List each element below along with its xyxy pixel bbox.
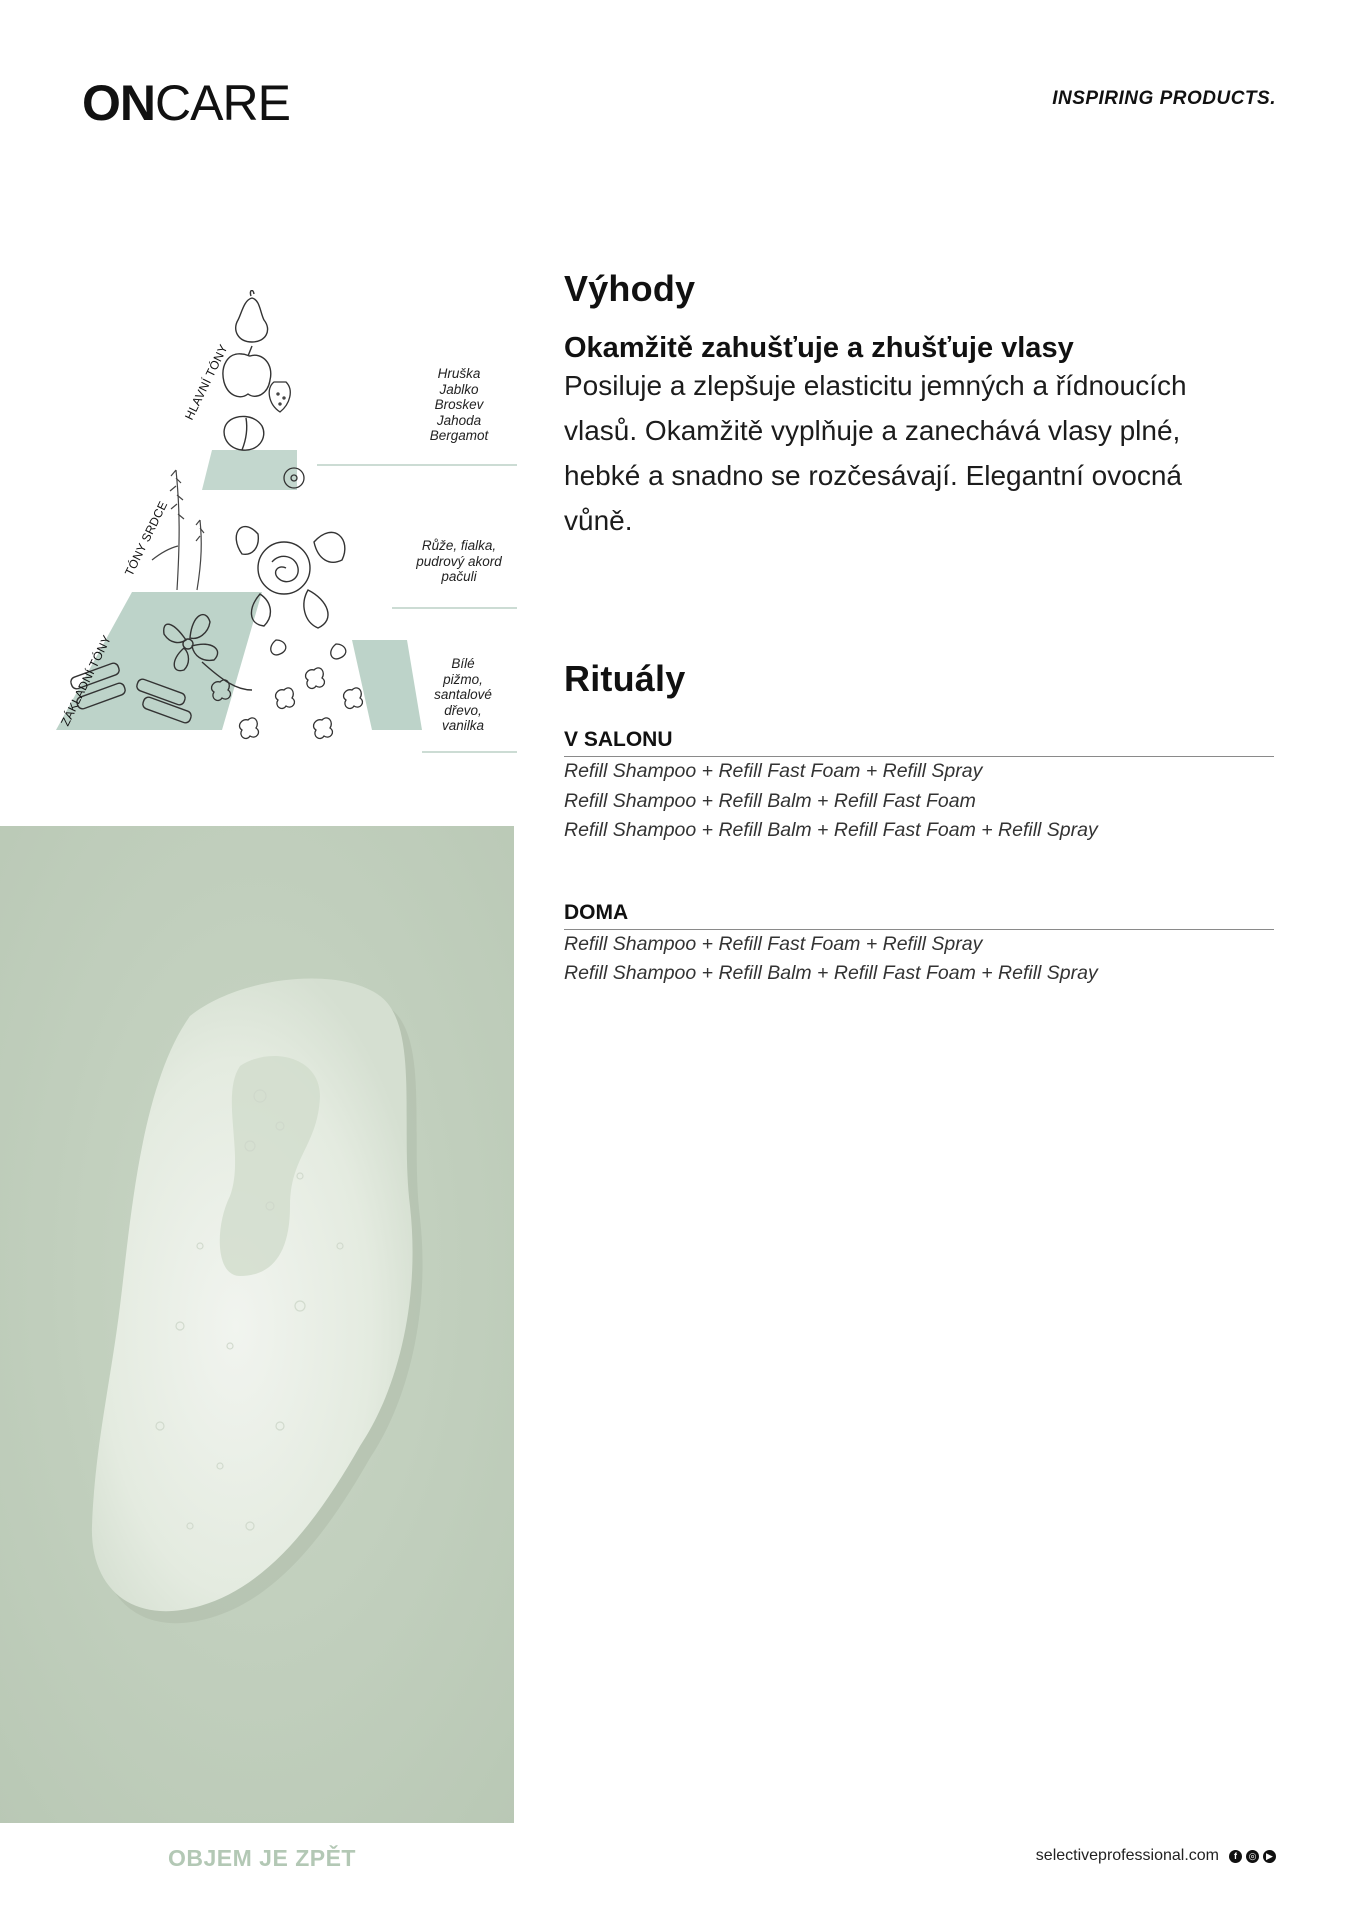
lavender-icon (152, 470, 204, 590)
home-ritual: Refill Shampoo + Refill Fast Foam + Refill Spray (564, 932, 983, 955)
base-notes-list (418, 656, 508, 734)
heart-note: pudrový akord (416, 553, 502, 569)
logo-bold: ON (82, 75, 155, 131)
tier-label-heart: TÓNY SRDCE (122, 498, 171, 579)
foam-texture-photo (0, 826, 514, 1823)
logo-light: CARE (155, 75, 290, 131)
salon-ritual: Refill Shampoo + Refill Balm + Refill Fast Foam + Refill Spray (564, 819, 1098, 841)
footer-links (1036, 1847, 1276, 1865)
pear-icon (236, 290, 268, 342)
benefits-line: Posiluje a zlepšuje elasticitu jemných a řídnoucích (564, 370, 1187, 401)
home-rituals-list (564, 930, 1274, 989)
benefits-line: vůně. (564, 505, 633, 536)
website-link[interactable]: selectiveprofessional.com (1035, 1847, 1219, 1864)
heart-note: Růže, fialka, (421, 538, 497, 553)
heart-notes-list (404, 538, 514, 585)
top-note: Jahoda (436, 412, 482, 428)
tier-label-top: HLAVNÍ TÓNY (182, 342, 231, 423)
salon-ritual: Refill Shampoo + Refill Fast Foam + Refill Spray (564, 760, 983, 782)
facebook-icon[interactable]: f (1229, 1850, 1242, 1863)
base-note: Bílé (451, 656, 475, 671)
top-note: Hruška (437, 366, 481, 381)
tier-label-base: ZÁKLADNÍ TÓNY (58, 632, 115, 729)
base-tier-band-right (352, 640, 422, 730)
social-icons (1229, 1850, 1276, 1863)
apple-icon (223, 346, 271, 397)
base-note: dřevo, (444, 702, 482, 718)
salon-rituals-list (564, 757, 1274, 846)
benefits-title: Okamžitě zahušťuje a zhušťuje vlasy (564, 332, 1074, 364)
home-heading: DOMA (564, 901, 1274, 930)
base-note: pižmo, (443, 671, 483, 687)
salon-ritual: Refill Shampoo + Refill Balm + Refill Fast Foam (564, 789, 976, 812)
benefits-body (564, 363, 1274, 543)
rituals-heading: Rituály (564, 658, 686, 699)
rituals-section (564, 658, 1274, 989)
benefits-heading: Výhody (564, 268, 696, 309)
brand-logo (82, 75, 290, 131)
top-tier-band (202, 450, 297, 490)
peach-icon (224, 416, 264, 450)
strawberry-icon (269, 382, 290, 412)
top-notes-list (414, 366, 504, 444)
benefits-section (564, 268, 1274, 543)
base-note: santalové (434, 687, 492, 702)
instagram-icon[interactable]: ◎ (1246, 1850, 1259, 1863)
top-note: Jablko (439, 381, 479, 397)
heart-note: pačuli (441, 569, 477, 584)
base-note: vanilka (441, 718, 485, 733)
home-ritual: Refill Shampoo + Refill Balm + Refill Fast Foam + Refill Spray (564, 962, 1098, 984)
foam-image (0, 826, 514, 1823)
footer-slogan: OBJEM JE ZPĚT (168, 1845, 356, 1871)
salon-heading: V SALONU (564, 728, 1274, 757)
benefits-line: vlasů. Okamžitě vyplňuje a zanechává vlasy plné, (564, 415, 1181, 446)
top-note: Bergamot (429, 428, 489, 443)
youtube-icon[interactable]: ▶ (1263, 1850, 1276, 1863)
benefits-line: hebké a snadno se rozčesávají. Elegantní ovocná (564, 460, 1182, 491)
fragrance-pyramid (52, 290, 522, 760)
top-note: Broskev (434, 397, 484, 412)
tagline: INSPIRING PRODUCTS. (1052, 88, 1276, 109)
